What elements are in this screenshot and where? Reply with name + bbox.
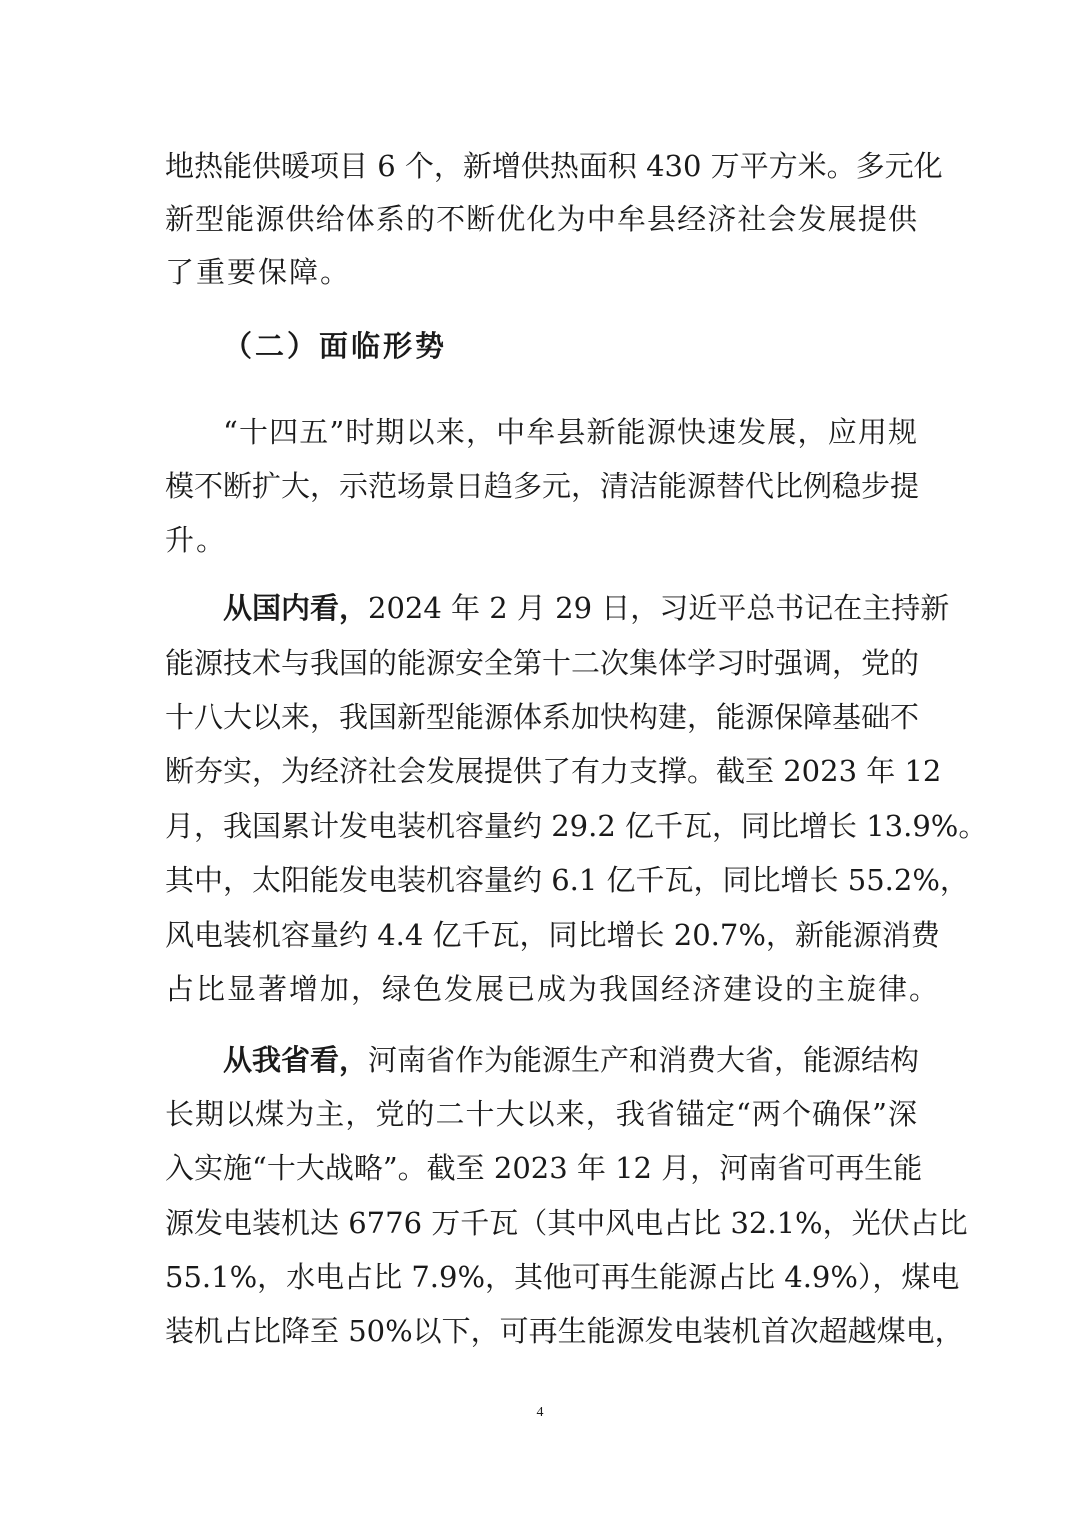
paragraph-3-line-4: 断夯实，为经济社会发展提供了有力支撑。截至 2023 年 12 bbox=[165, 754, 942, 788]
paragraph-3-lead: 从国内看， bbox=[223, 591, 369, 625]
paragraph-4-line-1 bbox=[223, 1040, 920, 1080]
paragraph-4-line-3: 入实施“十大战略”。截至 2023 年 12 月，河南省可再生能 bbox=[165, 1151, 923, 1185]
paragraph-2-line-1: “十四五”时期以来，中牟县新能源快速发展，应用规 bbox=[223, 415, 917, 449]
paragraph-3-line-1-text: 2024 年 2 月 29 日，习近平总书记在主持新 bbox=[368, 591, 950, 625]
paragraph-2-line-2: 模不断扩大，示范场景日趋多元，清洁能源替代比例稳步提 bbox=[165, 469, 920, 503]
paragraph-4-line-2: 长期以煤为主，党的二十大以来，我省锚定“两个确保”深 bbox=[165, 1097, 917, 1131]
paragraph-4-lead: 从我省看， bbox=[223, 1043, 369, 1077]
paragraph-4-line-1-text: 河南省作为能源生产和消费大省，能源结构 bbox=[368, 1043, 920, 1077]
section-heading: （二）面临形势 bbox=[223, 329, 448, 363]
paragraph-3-line-1 bbox=[223, 588, 950, 628]
page-number: 4 bbox=[536, 1405, 544, 1420]
paragraph-3-line-6: 其中，太阳能发电装机容量约 6.1 亿千瓦，同比增长 55.2%， bbox=[165, 863, 969, 897]
paragraph-1-line-1: 地热能供暖项目 6 个，新增供热面积 430 万平方米。多元化 bbox=[165, 149, 943, 183]
paragraph-3-line-2: 能源技术与我国的能源安全第十二次集体学习时强调，党的 bbox=[165, 646, 920, 680]
paragraph-3-line-5: 月，我国累计发电装机容量约 29.2 亿千瓦，同比增长 13.9%。 bbox=[165, 809, 988, 843]
paragraph-4-line-4: 源发电装机达 6776 万千瓦（其中风电占比 32.1%，光伏占比 bbox=[165, 1206, 968, 1240]
paragraph-2-line-3: 升。 bbox=[165, 523, 228, 557]
paragraph-3-line-3: 十八大以来，我国新型能源体系加快构建，能源保障基础不 bbox=[165, 700, 920, 734]
paragraph-4-line-6: 装机占比降至 50%以下，可再生能源发电装机首次超越煤电， bbox=[165, 1314, 964, 1348]
paragraph-4-line-5: 55.1%，水电占比 7.9%，其他可再生能源占比 4.9%），煤电 bbox=[165, 1260, 960, 1294]
paragraph-3-line-8: 占比显著增加，绿色发展已成为我国经济建设的主旋律。 bbox=[165, 972, 941, 1006]
paragraph-1-line-3: 了重要保障。 bbox=[165, 255, 352, 289]
paragraph-3-line-7: 风电装机容量约 4.4 亿千瓦，同比增长 20.7%，新能源消费 bbox=[165, 918, 940, 952]
paragraph-1-line-2: 新型能源供给体系的不断优化为中牟县经济社会发展提供 bbox=[165, 202, 917, 236]
